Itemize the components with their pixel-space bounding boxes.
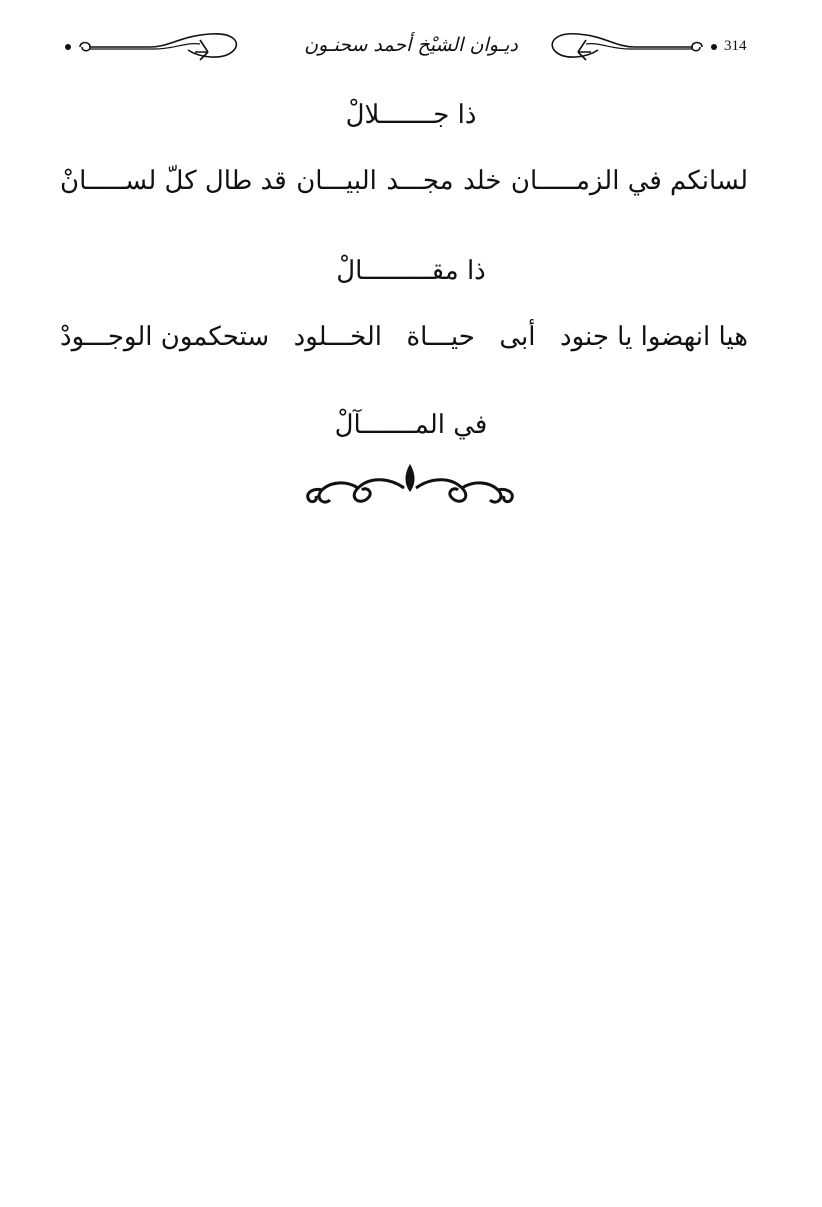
- header-right-flourish-icon: [540, 30, 720, 66]
- verse-2-segment: أبى: [499, 322, 536, 352]
- verse-1-segment: البيـــان: [296, 166, 377, 196]
- verse-1-segment: خلد: [463, 166, 502, 196]
- verse-1-segment: لسانكم في الزمـــــان: [510, 166, 748, 196]
- end-scroll-ornament-icon: [300, 458, 520, 510]
- header-left-flourish-icon: [60, 30, 250, 66]
- page-header: [0, 28, 822, 68]
- running-title: ديـوان الشيْخ أحمد سحنـون: [304, 34, 518, 56]
- refrain-line-2: ذا مقـــــــــالْ: [336, 256, 486, 286]
- verse-line-1: [60, 166, 748, 196]
- verse-line-2: [60, 322, 748, 352]
- verse-1-segment: قد طال كلّ لســـــانْ: [60, 166, 287, 196]
- page-number: 314: [724, 38, 747, 54]
- verse-1-segment: مجـــد: [386, 166, 454, 196]
- refrain-line-3: في المـــــــآلْ: [334, 410, 488, 440]
- verse-2-segment: هيا انهضوا يا جنود: [559, 322, 748, 352]
- refrain-line-1: ذا جـــــــلالْ: [345, 100, 477, 130]
- verse-2-segment: ستحكمون الوجـــودْ: [60, 322, 270, 352]
- verse-2-segment: حيـــاة: [406, 322, 475, 352]
- verse-2-segment: الخـــلود: [293, 322, 383, 352]
